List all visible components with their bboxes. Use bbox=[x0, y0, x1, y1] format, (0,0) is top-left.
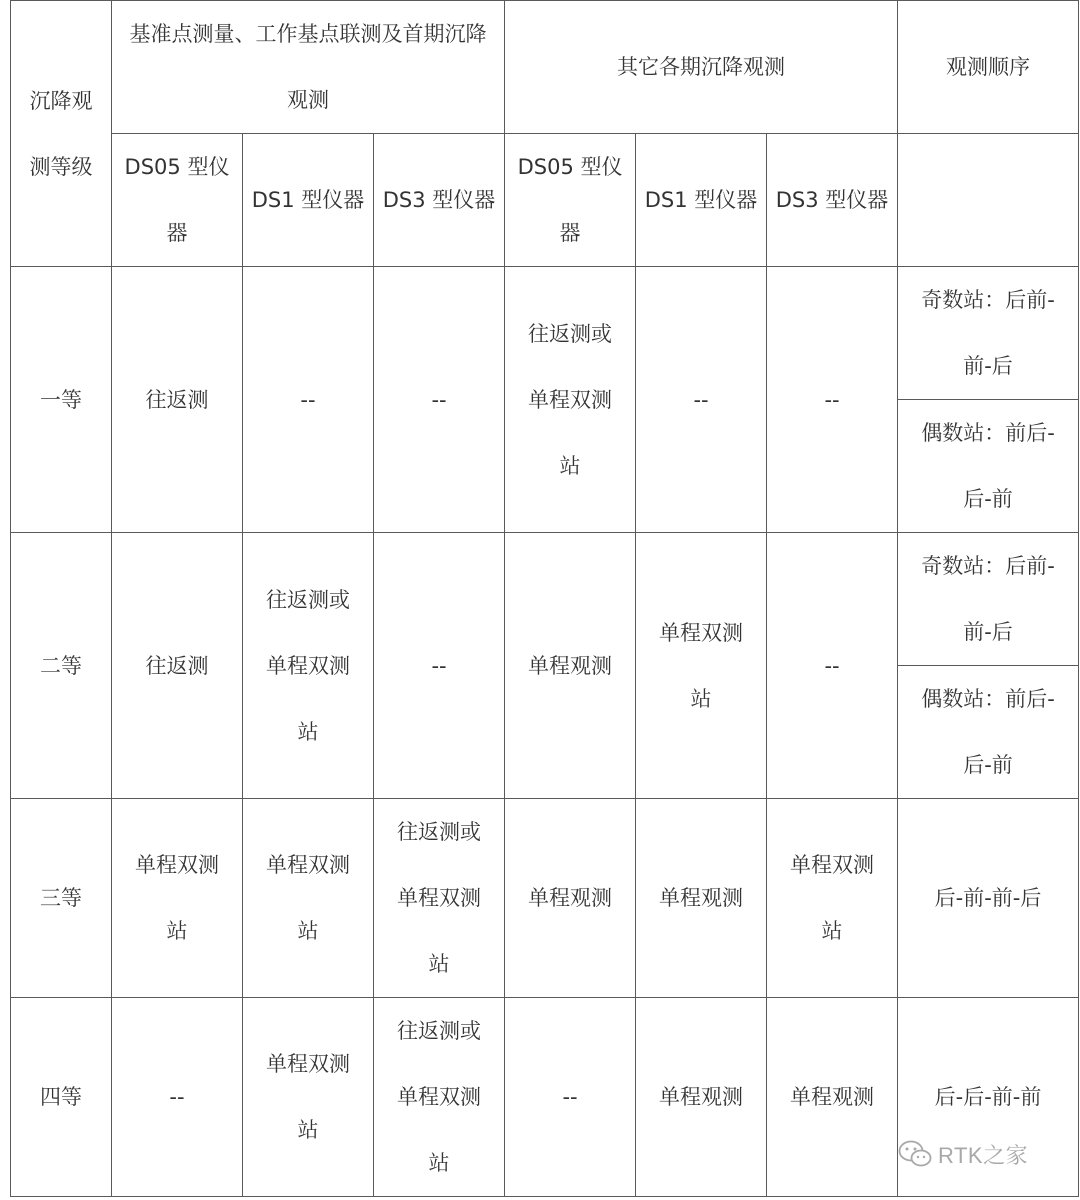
header-instrument: DS1 型仪器 bbox=[243, 134, 374, 267]
grade-cell: 三等 bbox=[11, 799, 112, 998]
table-cell: 单程观测 bbox=[636, 998, 767, 1197]
table-cell: 单程双测站 bbox=[636, 533, 767, 799]
table-cell: 单程观测 bbox=[505, 799, 636, 998]
header-instrument: DS05 型仪器 bbox=[112, 134, 243, 267]
order-cell: 后-后-前-前 bbox=[898, 998, 1079, 1197]
order-odd-cell: 奇数站：后前-前-后 bbox=[898, 267, 1079, 400]
table-cell: 往返测或单程双测站 bbox=[374, 998, 505, 1197]
table-cell: -- bbox=[767, 533, 898, 799]
header-group-first: 基准点测量、工作基点联测及首期沉降观测 bbox=[112, 1, 505, 134]
table-cell: -- bbox=[112, 998, 243, 1197]
table-row bbox=[11, 799, 1079, 998]
table-row bbox=[11, 267, 1079, 400]
table-cell: 单程双测站 bbox=[112, 799, 243, 998]
grade-cell: 一等 bbox=[11, 267, 112, 533]
header-grade: 沉降观测等级 bbox=[11, 1, 112, 267]
wechat-icon bbox=[898, 1140, 932, 1168]
order-even-cell: 偶数站：前后-后-前 bbox=[898, 666, 1079, 799]
header-instrument: DS3 型仪器 bbox=[767, 134, 898, 267]
table-cell: 往返测或单程双测站 bbox=[243, 533, 374, 799]
header-group-other: 其它各期沉降观测 bbox=[505, 1, 898, 134]
header-instrument: DS05 型仪器 bbox=[505, 134, 636, 267]
table-cell: 单程观测 bbox=[767, 998, 898, 1197]
order-cell: 后-前-前-后 bbox=[898, 799, 1079, 998]
watermark-text: RTK之家 bbox=[938, 1142, 1029, 1168]
table-row bbox=[11, 533, 1079, 666]
header-instrument: DS3 型仪器 bbox=[374, 134, 505, 267]
header-row-1 bbox=[11, 1, 1079, 134]
table-cell: 往返测或单程双测站 bbox=[505, 267, 636, 533]
table-cell: 单程双测站 bbox=[767, 799, 898, 998]
watermark bbox=[898, 1136, 1028, 1172]
header-instrument: DS1 型仪器 bbox=[636, 134, 767, 267]
grade-cell: 四等 bbox=[11, 998, 112, 1197]
table-cell: -- bbox=[505, 998, 636, 1197]
table-cell: 单程双测站 bbox=[243, 998, 374, 1197]
table-cell: 单程观测 bbox=[505, 533, 636, 799]
grade-cell: 二等 bbox=[11, 533, 112, 799]
table-cell: -- bbox=[374, 267, 505, 533]
table-cell: 往返测 bbox=[112, 267, 243, 533]
header-row-2 bbox=[11, 134, 1079, 267]
table-cell: -- bbox=[243, 267, 374, 533]
header-order: 观测顺序 bbox=[898, 1, 1079, 134]
order-even-cell: 偶数站：前后-后-前 bbox=[898, 400, 1079, 533]
table-cell: -- bbox=[374, 533, 505, 799]
order-odd-cell: 奇数站：后前-前-后 bbox=[898, 533, 1079, 666]
table-cell: 单程观测 bbox=[636, 799, 767, 998]
table-cell: 往返测 bbox=[112, 533, 243, 799]
header-order-empty bbox=[898, 134, 1079, 267]
settlement-observation-table bbox=[10, 0, 1079, 1197]
table-cell: 往返测或单程双测站 bbox=[374, 799, 505, 998]
table-cell: 单程双测站 bbox=[243, 799, 374, 998]
table-cell: -- bbox=[636, 267, 767, 533]
table-cell: -- bbox=[767, 267, 898, 533]
